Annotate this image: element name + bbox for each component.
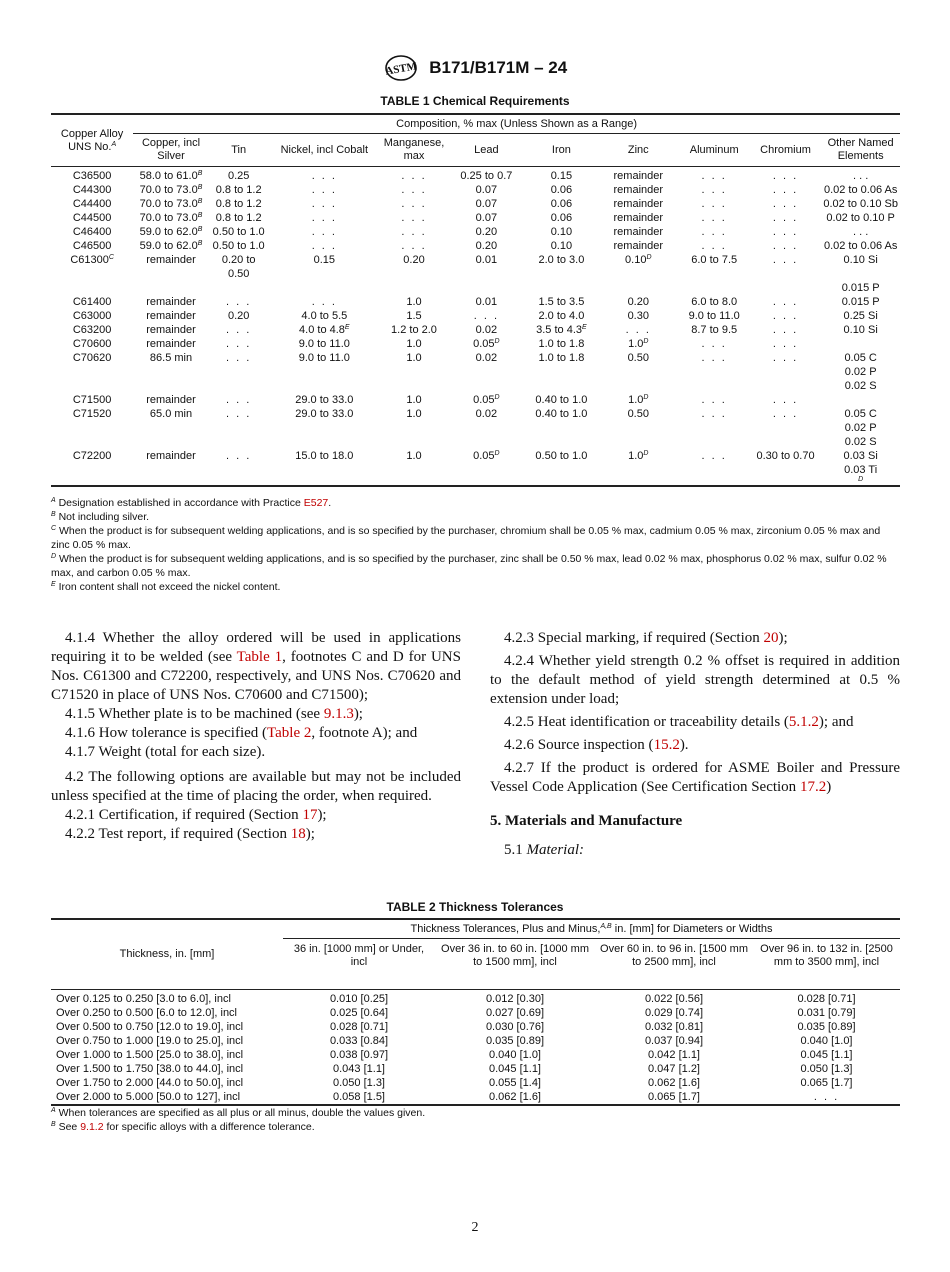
table-row bbox=[51, 239, 900, 253]
cell-tolerance: 0.040 [1.0] bbox=[800, 1035, 853, 1047]
footnote-b: $^B$ Not including silver. bbox=[51, 511, 150, 523]
footnote-d: $^D$ When the product is for subsequent welding applications, and is so specified by the purchaser, zinc shall be 0.50 % max, lead 0.02 % max, phosphorus 0.02 % max, sulfur 0.02 % max, and carbon 0.05 % max. bbox=[51, 553, 887, 579]
cell-tin: 0.8 to 1.2 bbox=[215, 198, 262, 210]
cell-copper: remainder bbox=[133, 449, 209, 486]
column-header-60-96in: Over 60 in. to 96 in. [1500 mm to 2500 mm], incl bbox=[595, 939, 753, 990]
cell-tin: . . . bbox=[209, 449, 269, 486]
cell-thickness: Over 1.500 to 1.750 [38.0 to 44.0], incl bbox=[56, 1063, 244, 1075]
column-header-36-60in: Over 36 in. to 60 in. [1000 mm to 1500 mm], incl bbox=[435, 939, 595, 990]
cell-lead: 0.01 bbox=[475, 254, 498, 266]
cell-chromium: . . . bbox=[772, 296, 799, 308]
composition-header: Composition, % max (Unless Shown as a Range) bbox=[133, 114, 900, 134]
column-header-other: Other Named Elements bbox=[821, 134, 900, 167]
footnote-a: $^A$ Designation established in accordance with Practice E527. bbox=[51, 497, 332, 509]
table-row bbox=[51, 253, 900, 295]
cell-aluminum: . . . bbox=[701, 198, 727, 210]
document-header bbox=[0, 54, 950, 82]
cell-nickel: 4.0 to 5.5 bbox=[301, 310, 348, 322]
cell-aluminum: . . . bbox=[701, 240, 727, 252]
cell-alloy: C44300 bbox=[72, 184, 112, 196]
svg-text:ASTM: ASTM bbox=[384, 60, 418, 78]
footnote-link-9-1-2[interactable]: 9.1.2 bbox=[80, 1121, 104, 1133]
cell-manganese: 1.2 to 2.0 bbox=[391, 324, 437, 336]
cell-tin: . . . bbox=[226, 296, 252, 308]
cell-copper: 65.0 min bbox=[149, 408, 193, 420]
cell-iron: 0.06 bbox=[550, 212, 573, 224]
cell-aluminum: 6.0 to 7.5 bbox=[691, 254, 738, 266]
cell-tolerance: 0.062 [1.6] bbox=[648, 1077, 700, 1089]
cell-chromium: . . . bbox=[772, 254, 799, 266]
table-row bbox=[51, 337, 900, 351]
cell-tin: 0.20 to 0.50 bbox=[221, 254, 256, 280]
cell-iron: 3.5 to $4.3^E$ bbox=[536, 324, 587, 336]
cell-alloy: C71500 bbox=[72, 394, 112, 406]
cell-aluminum: . . . bbox=[701, 184, 727, 196]
link-table-1[interactable]: Table 1 bbox=[236, 649, 283, 665]
cell-tolerance: 0.029 [0.74] bbox=[644, 1007, 704, 1019]
paragraph-4-2-4: 4.2.4 Whether yield strength 0.2 % offset is required in addition to the default method of yield strength determined at 0.5 % extension under load; bbox=[490, 653, 900, 707]
cell-tolerance: 0.028 [0.71] bbox=[797, 993, 856, 1005]
cell-zinc: $1.0^D$ bbox=[628, 338, 649, 350]
cell-zinc: remainder bbox=[613, 184, 664, 196]
cell-aluminum: . . . bbox=[701, 408, 727, 420]
cell-copper: 70.0 to $73.0^B$ bbox=[139, 212, 203, 224]
section-5-heading: 5. Materials and Manufacture bbox=[490, 813, 683, 829]
cell-copper: remainder bbox=[146, 254, 196, 266]
footnote-e: $^E$ Iron content shall not exceed the nickel content. bbox=[51, 581, 281, 593]
footnote-b: $^B$ See 9.1.2 for specific alloys with a difference tolerance. bbox=[51, 1121, 315, 1133]
cell-lead: 0.25 to 0.7 bbox=[460, 170, 513, 182]
cell-alloy: C70600 bbox=[72, 338, 112, 350]
paragraph-4-2-3: 4.2.3 Special marking, if required (Section 20); bbox=[504, 630, 788, 646]
footnote-a: $^A$ When tolerances are specified as all plus or all minus, double the values given. bbox=[51, 1107, 426, 1119]
cell-zinc: $0.10^D$ bbox=[625, 254, 652, 266]
cell-chromium: . . . bbox=[772, 352, 799, 364]
table1-footnotes bbox=[51, 496, 901, 594]
cell-other-elements: 0.02 to 0.06 As bbox=[823, 240, 898, 252]
cell-other-elements bbox=[821, 393, 900, 407]
cell-manganese: 1.0 bbox=[406, 352, 422, 364]
cell-thickness: Over 2.000 to 5.000 [50.0 to 127], incl bbox=[51, 1090, 283, 1105]
cell-alloy: C46400 bbox=[72, 226, 112, 238]
table-row bbox=[51, 323, 900, 337]
link-9-1-3[interactable]: 9.1.3 bbox=[323, 706, 354, 722]
cell-lead: 0.01 bbox=[475, 296, 498, 308]
cell-lead: 0.02 bbox=[475, 324, 498, 336]
cell-iron: 0.50 to 1.0 bbox=[525, 449, 598, 486]
cell-tin: 0.8 to 1.2 bbox=[215, 212, 262, 224]
cell-alloy: C63200 bbox=[72, 324, 112, 336]
cell-other-elements: 0.10 Si bbox=[843, 324, 878, 336]
cell-tin: 0.25 bbox=[227, 170, 250, 182]
alloy-column-header: Copper Alloy UNS No.$^A$ bbox=[51, 114, 133, 167]
table-row bbox=[51, 393, 900, 407]
cell-other-elements: . . . bbox=[853, 226, 869, 238]
cell-tolerance: 0.035 [0.89] bbox=[797, 1021, 856, 1033]
cell-lead: . . . bbox=[473, 310, 500, 322]
table-row bbox=[51, 211, 900, 225]
cell-tolerance: 0.010 [0.25] bbox=[329, 993, 389, 1005]
cell-lead: 0.07 bbox=[475, 184, 498, 196]
paragraph-4-1-5: 4.1.5 Whether plate is to be machined (see 9.1.3); bbox=[65, 706, 363, 722]
cell-copper: 59.0 to $62.0^B$ bbox=[139, 226, 203, 238]
cell-iron: 0.15 bbox=[550, 170, 573, 182]
paragraph-5-1: 5.1 Material: bbox=[504, 842, 584, 858]
cell-chromium: . . . bbox=[772, 408, 799, 420]
paragraph-4-1-6: 4.1.6 How tolerance is specified (Table 2, footnote A); and bbox=[65, 725, 418, 741]
table-row bbox=[51, 407, 900, 449]
column-header-zinc: Zinc bbox=[598, 134, 679, 167]
cell-other-elements: 0.02 to 0.06 As bbox=[823, 184, 898, 196]
column-header-chromium: Chromium bbox=[750, 134, 822, 167]
cell-manganese: . . . bbox=[401, 198, 427, 210]
cell-other-elements: 0.10 Si 0.015 P bbox=[841, 254, 880, 294]
link-section-17[interactable]: 17 bbox=[302, 807, 318, 823]
table-row bbox=[51, 1062, 900, 1076]
cell-aluminum: . . . bbox=[701, 226, 727, 238]
cell-chromium: . . . bbox=[772, 212, 799, 224]
cell-aluminum: . . . bbox=[679, 449, 750, 486]
cell-lead: 0.02 bbox=[475, 352, 498, 364]
cell-copper: 86.5 min bbox=[149, 352, 193, 364]
cell-iron: 0.10 bbox=[550, 240, 573, 252]
table-row bbox=[51, 1048, 900, 1062]
cell-manganese: . . . bbox=[401, 240, 427, 252]
cell-tolerance: 0.045 [1.1] bbox=[800, 1049, 853, 1061]
cell-chromium: . . . bbox=[772, 324, 799, 336]
paragraph-4-2-1: 4.2.1 Certification, if required (Section 17); bbox=[65, 807, 327, 823]
table-row bbox=[51, 309, 900, 323]
cell-chromium: . . . bbox=[772, 226, 799, 238]
cell-lead: $0.05^D$ bbox=[473, 394, 500, 406]
cell-aluminum: . . . bbox=[701, 352, 727, 364]
cell-nickel: 29.0 to 33.0 bbox=[295, 408, 354, 420]
link-table-2[interactable]: Table 2 bbox=[267, 725, 312, 741]
cell-lead: 0.07 bbox=[475, 212, 498, 224]
cell-manganese: 1.0 bbox=[380, 449, 448, 486]
cell-iron: 0.40 to 1.0 bbox=[535, 408, 588, 420]
cell-copper: 70.0 to $73.0^B$ bbox=[139, 184, 203, 196]
column-header-copper: Copper, incl Silver bbox=[133, 134, 209, 167]
cell-iron: 2.0 to 4.0 bbox=[538, 310, 585, 322]
cell-nickel: 15.0 to 18.0 bbox=[269, 449, 381, 486]
cell-manganese: 1.0 bbox=[406, 408, 422, 420]
cell-lead: $0.05^D$ bbox=[448, 449, 525, 486]
cell-manganese: 1.0 bbox=[406, 394, 422, 406]
paragraph-4-2-7: 4.2.7 If the product is ordered for ASME Boiler and Pressure Vessel Code Application (See Certification Section 17.2) bbox=[490, 760, 900, 795]
table-row bbox=[51, 1020, 900, 1034]
cell-chromium: . . . bbox=[772, 240, 799, 252]
cell-manganese: 0.20 bbox=[403, 254, 425, 266]
cell-chromium: . . . bbox=[772, 310, 799, 322]
cell-nickel: . . . bbox=[311, 170, 337, 182]
cell-alloy: C46500 bbox=[72, 240, 112, 252]
cell-tolerance: 0.045 [1.1] bbox=[489, 1063, 541, 1075]
cell-chromium: . . . bbox=[772, 198, 799, 210]
cell-copper: 70.0 to $73.0^B$ bbox=[139, 198, 203, 210]
cell-tolerance: 0.031 [0.79] bbox=[797, 1007, 856, 1019]
body-left-column bbox=[51, 629, 461, 844]
cell-other-elements: 0.03 Si 0.03 Ti D bbox=[821, 449, 900, 486]
paragraph-4-1-7: 4.1.7 Weight (total for each size). bbox=[65, 744, 266, 760]
cell-zinc: 0.50 bbox=[627, 408, 649, 420]
cell-nickel: 0.15 bbox=[313, 254, 336, 266]
cell-iron: 2.0 to 3.0 bbox=[538, 254, 585, 266]
cell-tolerance: 0.037 [0.94] bbox=[644, 1035, 704, 1047]
cell-zinc: remainder bbox=[613, 212, 664, 224]
table-row bbox=[51, 1034, 900, 1048]
cell-tolerance: 0.050 [1.3] bbox=[800, 1063, 853, 1075]
cell-tolerance: 0.022 [0.56] bbox=[644, 993, 704, 1005]
cell-tolerance: 0.065 [1.7] bbox=[595, 1090, 753, 1105]
cell-iron: 0.10 bbox=[550, 226, 573, 238]
column-header-iron: Iron bbox=[525, 134, 598, 167]
paragraph-4-2-6: 4.2.6 Source inspection (15.2). bbox=[504, 737, 689, 753]
cell-copper: 58.0 to $61.0^B$ bbox=[139, 170, 203, 182]
cell-copper: remainder bbox=[146, 324, 196, 336]
cell-tolerance: 0.028 [0.71] bbox=[329, 1021, 389, 1033]
cell-tin: . . . bbox=[226, 352, 252, 364]
table-row bbox=[51, 197, 900, 211]
cell-alloy: C44400 bbox=[72, 198, 112, 210]
table1-chemical-requirements bbox=[51, 113, 900, 487]
cell-other-elements: 0.05 C 0.02 P 0.02 S bbox=[844, 352, 877, 392]
cell-iron: 1.5 to 3.5 bbox=[538, 296, 585, 308]
cell-chromium: . . . bbox=[772, 394, 799, 406]
table-row bbox=[51, 990, 900, 1007]
cell-nickel: 9.0 to 11.0 bbox=[298, 338, 350, 350]
table-row bbox=[51, 1006, 900, 1020]
table-row bbox=[51, 1090, 900, 1105]
cell-manganese: 1.0 bbox=[406, 296, 422, 308]
cell-aluminum: 6.0 to 8.0 bbox=[691, 296, 738, 308]
body-right-column bbox=[490, 629, 900, 860]
table-row bbox=[51, 295, 900, 309]
table1-title: TABLE 1 Chemical Requirements bbox=[380, 94, 570, 108]
link-15-2[interactable]: 15.2 bbox=[653, 737, 680, 753]
column-header-96-132in: Over 96 in. to 132 in. [2500 mm to 3500 mm], incl bbox=[753, 939, 900, 990]
paragraph-4-2-2: 4.2.2 Test report, if required (Section 18); bbox=[65, 826, 315, 842]
cell-alloy: C61400 bbox=[72, 296, 112, 308]
cell-zinc: remainder bbox=[613, 198, 664, 210]
cell-aluminum: 9.0 to 11.0 bbox=[688, 310, 740, 322]
column-header-nickel: Nickel, incl Cobalt bbox=[269, 134, 381, 167]
column-header-aluminum: Aluminum bbox=[679, 134, 750, 167]
cell-iron: 0.06 bbox=[550, 198, 573, 210]
cell-other-elements: 0.02 to 0.10 P bbox=[826, 212, 895, 224]
cell-zinc: remainder bbox=[613, 170, 664, 182]
column-header-lead: Lead bbox=[448, 134, 525, 167]
cell-zinc: 0.50 bbox=[627, 352, 649, 364]
cell-chromium: . . . bbox=[772, 338, 799, 350]
paragraph-4-2-5: 4.2.5 Heat identification or traceability details (5.1.2); and bbox=[504, 714, 854, 730]
cell-thickness: Over 0.750 to 1.000 [19.0 to 25.0], incl bbox=[56, 1035, 244, 1047]
cell-tolerance: 0.058 [1.5] bbox=[283, 1090, 435, 1105]
cell-manganese: . . . bbox=[401, 170, 427, 182]
cell-alloy: C72200 bbox=[51, 449, 133, 486]
cell-nickel: . . . bbox=[311, 198, 337, 210]
cell-nickel: . . . bbox=[311, 212, 337, 224]
link-17-2[interactable]: 17.2 bbox=[799, 779, 827, 795]
tolerance-span-header: Thickness Tolerances, Plus and Minus,$^{A,B}$ in. [mm] for Diameters or Widths bbox=[283, 919, 900, 939]
cell-iron: 1.0 to 1.8 bbox=[538, 352, 585, 364]
cell-manganese: . . . bbox=[401, 212, 427, 224]
cell-tolerance: 0.012 [0.30] bbox=[485, 993, 545, 1005]
cell-tolerance: 0.062 [1.6] bbox=[435, 1090, 595, 1105]
cell-tolerance: 0.025 [0.64] bbox=[329, 1007, 389, 1019]
cell-lead: 0.02 bbox=[475, 408, 498, 420]
cell-tin: 0.8 to 1.2 bbox=[215, 184, 262, 196]
cell-tolerance: 0.035 [0.89] bbox=[485, 1035, 545, 1047]
link-section-18[interactable]: 18 bbox=[290, 826, 306, 842]
cell-other-elements: . . . bbox=[853, 170, 869, 182]
table-row bbox=[51, 1076, 900, 1090]
table2-footnotes bbox=[51, 1106, 901, 1134]
cell-nickel: . . . bbox=[311, 240, 337, 252]
paragraph-4-1-4: 4.1.4 Whether the alloy ordered will be used in applications requiring it to be welded (see Table 1, footnotes C and D for UNS Nos. C61300 and C72200, respectively, and UNS Nos. C70620 and C71520 in place of UNS Nos. C70600 and C71500); bbox=[51, 630, 461, 703]
table2-title: TABLE 2 Thickness Tolerances bbox=[386, 900, 564, 914]
cell-tolerance: 0.043 [1.1] bbox=[333, 1063, 385, 1075]
cell-alloy: C63000 bbox=[72, 310, 112, 322]
table-row bbox=[51, 167, 900, 184]
cell-manganese: . . . bbox=[401, 226, 427, 238]
cell-aluminum: . . . bbox=[701, 170, 727, 182]
cell-thickness: Over 1.000 to 1.500 [25.0 to 38.0], incl bbox=[56, 1049, 244, 1061]
paragraph-4-2: 4.2 The following options are available but may not be included unless specified at the time of placing the order, when required. bbox=[51, 769, 461, 804]
cell-other-elements: 0.02 to 0.10 Sb bbox=[823, 198, 898, 210]
cell-alloy: C71520 bbox=[72, 408, 112, 420]
cell-tolerance: 0.042 [1.1] bbox=[648, 1049, 700, 1061]
cell-chromium: . . . bbox=[772, 170, 799, 182]
document-designation: B171/B171M – 24 bbox=[429, 58, 568, 77]
cell-copper: remainder bbox=[146, 296, 196, 308]
cell-aluminum: 8.7 to 9.5 bbox=[691, 324, 738, 336]
cell-other-elements bbox=[821, 337, 900, 351]
cell-tin: . . . bbox=[226, 324, 252, 336]
thickness-column-header: Thickness, in. [mm] bbox=[51, 919, 283, 990]
cell-other-elements: 0.25 Si bbox=[843, 310, 878, 322]
cell-tolerance: 0.033 [0.84] bbox=[329, 1035, 389, 1047]
cell-lead: 0.20 bbox=[475, 226, 498, 238]
table-row bbox=[51, 183, 900, 197]
cell-aluminum: . . . bbox=[701, 212, 727, 224]
column-header-36in: 36 in. [1000 mm] or Under, incl bbox=[283, 939, 435, 990]
cell-zinc: 0.30 bbox=[627, 310, 649, 322]
cell-alloy: $C61300^C$ bbox=[70, 254, 114, 266]
table-row bbox=[51, 351, 900, 393]
cell-thickness: Over 0.125 to 0.250 [3.0 to 6.0], incl bbox=[56, 993, 231, 1005]
cell-iron: 0.40 to 1.0 bbox=[535, 394, 588, 406]
cell-alloy: C70620 bbox=[72, 352, 112, 364]
cell-aluminum: . . . bbox=[701, 338, 727, 350]
cell-chromium: . . . bbox=[772, 184, 799, 196]
cell-tin: 0.50 to 1.0 bbox=[212, 226, 265, 238]
cell-tolerance: 0.055 [1.4] bbox=[489, 1077, 541, 1089]
cell-tolerance: 0.030 [0.76] bbox=[485, 1021, 545, 1033]
footnote-link-e527[interactable]: E527 bbox=[303, 497, 329, 509]
cell-iron: 0.06 bbox=[550, 184, 573, 196]
cell-tin: . . . bbox=[226, 408, 252, 420]
cell-lead: $0.05^D$ bbox=[473, 338, 500, 350]
column-header-manganese: Manganese, max bbox=[380, 134, 448, 167]
table-row bbox=[51, 225, 900, 239]
cell-zinc: remainder bbox=[613, 226, 664, 238]
cell-copper: 59.0 to $62.0^B$ bbox=[139, 240, 203, 252]
cell-copper: remainder bbox=[146, 310, 196, 322]
cell-aluminum: . . . bbox=[701, 394, 727, 406]
cell-lead: 0.20 bbox=[475, 240, 498, 252]
cell-zinc: remainder bbox=[613, 240, 664, 252]
footnote-c: $^C$ When the product is for subsequent welding applications, and is so specified by the purchaser, chromium shall be 0.05 % max, cadmium 0.05 % max, zirconium 0.05 % max and zinc 0.05 % max. bbox=[51, 525, 881, 551]
link-5-1-2[interactable]: 5.1.2 bbox=[788, 714, 819, 730]
cell-tolerance: 0.038 [0.97] bbox=[329, 1049, 389, 1061]
cell-zinc: . . . bbox=[625, 324, 651, 336]
cell-nickel: 9.0 to 11.0 bbox=[298, 352, 350, 364]
cell-other-elements: 0.05 C 0.02 P 0.02 S bbox=[844, 408, 877, 448]
column-header-tin: Tin bbox=[209, 134, 269, 167]
cell-other-elements: 0.015 P bbox=[841, 296, 880, 308]
cell-thickness: Over 1.750 to 2.000 [44.0 to 50.0], incl bbox=[56, 1077, 244, 1089]
cell-zinc: $1.0^D$ bbox=[628, 394, 649, 406]
cell-thickness: Over 0.250 to 0.500 [6.0 to 12.0], incl bbox=[56, 1007, 238, 1019]
cell-copper: remainder bbox=[146, 394, 196, 406]
cell-zinc: 0.20 bbox=[627, 296, 649, 308]
cell-thickness: Over 0.500 to 0.750 [12.0 to 19.0], incl bbox=[56, 1021, 244, 1033]
cell-lead: 0.07 bbox=[475, 198, 498, 210]
cell-nickel: . . . bbox=[311, 296, 337, 308]
cell-chromium: 0.30 to 0.70 bbox=[750, 449, 822, 486]
cell-tin: 0.20 bbox=[227, 310, 250, 322]
cell-manganese: 1.5 bbox=[406, 310, 422, 322]
cell-manganese: . . . bbox=[401, 184, 427, 196]
cell-nickel: 4.0 to $4.8^E$ bbox=[299, 324, 350, 336]
cell-manganese: 1.0 bbox=[406, 338, 422, 350]
table2-thickness-tolerances bbox=[51, 918, 900, 1106]
cell-tolerance: 0.050 [1.3] bbox=[333, 1077, 385, 1089]
astm-logo-icon bbox=[383, 54, 419, 82]
cell-zinc: $1.0^D$ bbox=[598, 449, 679, 486]
cell-nickel: . . . bbox=[311, 226, 337, 238]
page-number: 2 bbox=[471, 1220, 479, 1235]
cell-tolerance: 0.047 [1.2] bbox=[648, 1063, 700, 1075]
cell-tolerance: 0.032 [0.81] bbox=[644, 1021, 704, 1033]
cell-tolerance: 0.065 [1.7] bbox=[800, 1077, 853, 1089]
cell-iron: 1.0 to 1.8 bbox=[538, 338, 585, 350]
cell-alloy: C44500 bbox=[72, 212, 112, 224]
cell-copper: remainder bbox=[146, 338, 196, 350]
cell-nickel: 29.0 to 33.0 bbox=[295, 394, 354, 406]
cell-alloy: C36500 bbox=[72, 170, 112, 182]
link-section-20[interactable]: 20 bbox=[763, 630, 779, 646]
cell-tolerance: . . . bbox=[753, 1090, 900, 1105]
cell-tolerance: 0.027 [0.69] bbox=[485, 1007, 545, 1019]
cell-tolerance: 0.040 [1.0] bbox=[489, 1049, 541, 1061]
cell-tin: 0.50 to 1.0 bbox=[212, 240, 265, 252]
table-row bbox=[51, 449, 900, 486]
cell-tin: . . . bbox=[226, 394, 252, 406]
cell-tin: . . . bbox=[226, 338, 252, 350]
cell-nickel: . . . bbox=[311, 184, 337, 196]
